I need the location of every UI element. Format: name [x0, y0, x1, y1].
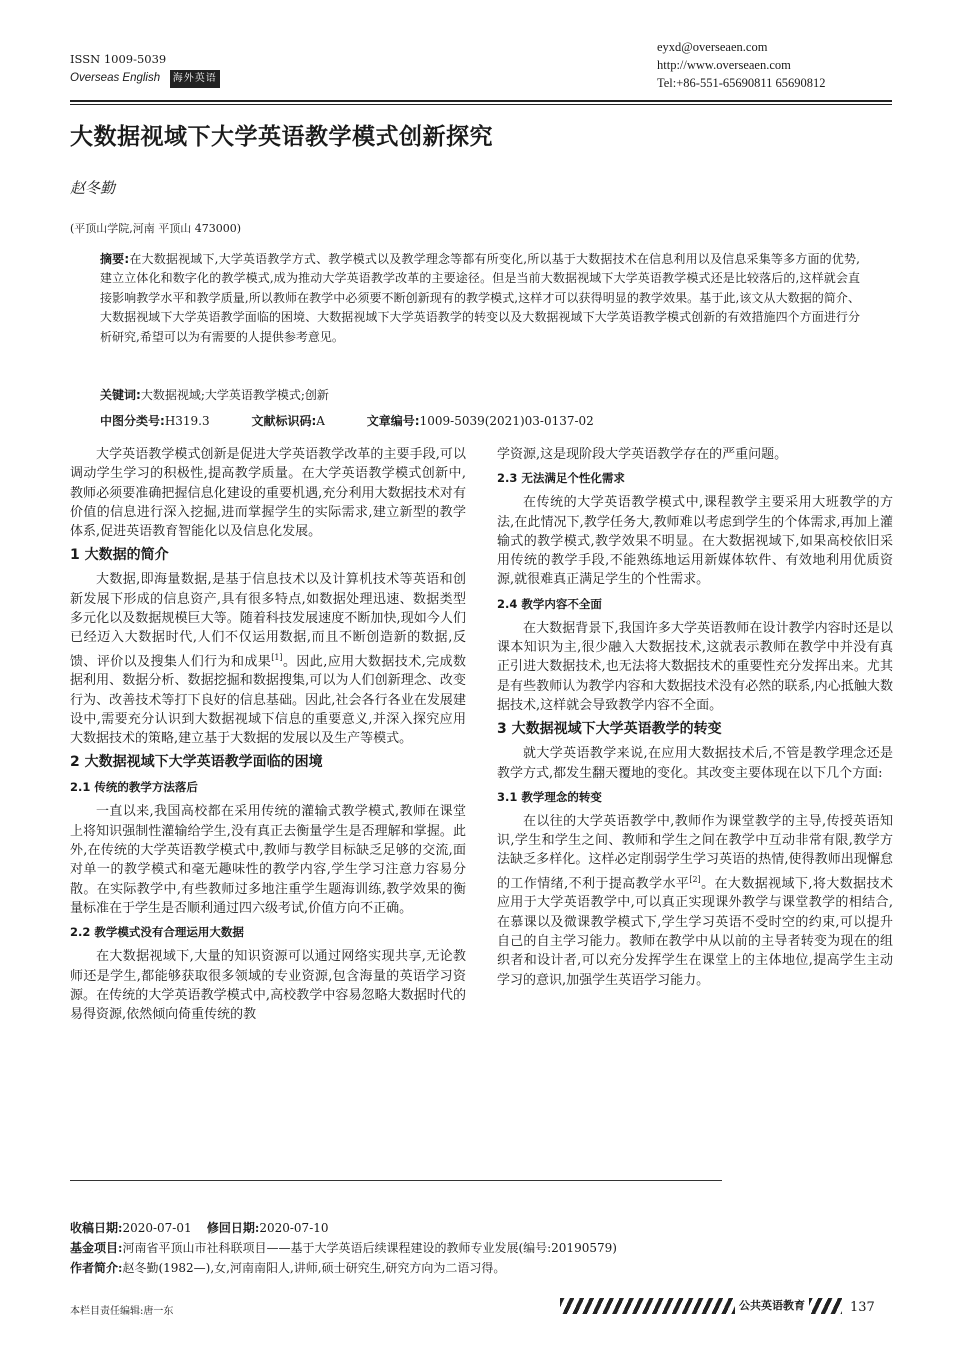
- footnote-rule: [70, 1180, 722, 1181]
- abstract: [100, 250, 860, 347]
- section-label: 公共英语教育: [735, 1298, 809, 1314]
- dates-line: 收稿日期:2020-07-01 修回日期:2020-07-10: [70, 1221, 329, 1235]
- article-title: 大数据视域下大学英语教学模式创新探究: [70, 124, 493, 150]
- footnotes: [70, 1218, 617, 1278]
- contact-email[interactable]: eyxd@overseaen.com: [657, 40, 768, 54]
- section-2-3-paragraph: 在传统的大学英语教学模式中,课程教学主要采用大班教学的方法,在此情况下,教学任务大,教师难以考虑到学生的个体需求,再加上灌输式的教学模式,教学效果不明显。在大数据视域下,如果高校依旧采用传统的教学手段,不能熟练地运用新媒体软件、有效地利用优质资源,就很难真正满足学生的个性需求。: [497, 495, 893, 588]
- section-2-1-paragraph: 一直以来,我国高校都在采用传统的灌输式教学模式,教师在课堂上将知识强制性灌输给学生,没有真正去衡量学生是否理解和掌握。此外,在传统的大学英语教学模式中,教师与教学目标缺乏足够的交流,面对单一的教学模式和毫无趣味性的教学内容,学生学习注意力容易分散。在实际教学中,有些教师过多地注重学生题海训练,教学效果的衡量标准在于学生是否顺利通过四六级考试,价值方向不正确。: [70, 804, 466, 916]
- section-1-heading: 1 大数据的简介: [70, 547, 169, 564]
- section-3-paragraph: 就大学英语教学来说,在应用大数据技术后,不管是教学理念还是教学方式,都发生翻天覆地的变化。其改变主要体现在以下几个方面:: [497, 746, 893, 781]
- section-3-heading: 3 大数据视域下大学英语教学的转变: [497, 721, 722, 738]
- journal-name-en: Overseas English: [70, 72, 161, 84]
- section-2-2-heading: 2.2 教学模式没有合理运用大数据: [70, 925, 244, 940]
- header-rule: [70, 100, 892, 102]
- intro-paragraph: 大学英语教学模式创新是促进大学英语教学改革的主要手段,可以调动学生学习的积极性,提高教学质量。在大学英语教学模式创新中,教师必须要准确把握信息化建设的重要机遇,充分利用大数据技术对有价值的信息进行深入挖掘,进而掌握学生的实际需求,建立新型的教学体系,促进英语教育智能化以及信息化发展。: [70, 447, 466, 540]
- doc-code-value: A: [316, 414, 325, 428]
- keywords: [100, 386, 329, 403]
- author-bio-line: 作者简介:赵冬勤(1982—),女,河南南阳人,讲师,硕士研究生,研究方向为二语习得。: [70, 1261, 506, 1275]
- author-name: 赵冬勤: [70, 179, 116, 197]
- section-2-4-heading: 2.4 教学内容不全面: [497, 596, 602, 611]
- revised-date: 2020-07-10: [259, 1221, 329, 1235]
- section-3-1-paragraph: 在以往的大学英语教学中,教师作为课堂教学的主导,传授英语知识,学生和学生之间、教师和学生之间在教学中互动非常有限,教学方法缺乏多样化。这样必定削弱学生学习英语的热情,使得教师出现懈怠的工作情绪,不利于提高教学水平[2]。在大数据视域下,将大数据技术应用于大学英语教学中,可以真正实现课外教学与课堂教学的相结合,在慕课以及微课教学模式下,学生学习英语不受时空的约束,可以提升自己的自主学习能力。教师在教学中从以前的主导者转变为现在的组织者和设计者,可以充分发挥学生在课堂上的主体地位,提高学生主动学习的意识,加强学生英语学习能力。: [497, 813, 893, 988]
- fund-line: 基金项目:河南省平顶山市社科联项目——基于大学英语后续课程建设的教师专业发展(编号:20190579): [70, 1241, 617, 1255]
- author-bio: 赵冬勤(1982—),女,河南南阳人,讲师,硕士研究生,研究方向为二语习得。: [122, 1261, 506, 1275]
- continued-paragraph: 学资源,这是现阶段大学英语教学存在的严重问题。: [497, 447, 788, 462]
- fund-text: 河南省平顶山市社科联项目——基于大学英语后续课程建设的教师专业发展(编号:20190579): [122, 1241, 617, 1255]
- section-2-heading: 2 大数据视域下大学英语教学面临的困境: [70, 754, 323, 771]
- abstract-text: 在大数据视域下,大学英语教学方式、教学模式以及教学理念等都有所变化,所以基于大数据技术在信息利用以及信息采集等多方面的优势,建立立体化和数字化的教学模式,成为推动大学英语教学改革的主要途径。但是当前大数据视域下大学英语教学模式还是比较落后的,这样就会直接影响教学水平和教学质量,所以教师在教学中必须要不断创新现有的教学模式,这样才可以获得明显的教学效果。基于此,该文从大数据的简介、大数据视域下大学英语教学面临的困境、大数据视域下大学英语教学的转变以及大数据视域下大学英语教学模式创新的有效措施四个方面进行分析研究,希望可以为有需要的人提供参考意见。: [100, 252, 860, 344]
- section-1-paragraph: 大数据,即海量数据,是基于信息技术以及计算机技术等英语和创新发展下形成的信息资产,具有很多特点,如数据处理迅速、数据类型多元化以及数据规模巨大等。随着科技发展速度不断加快,现如今人们已经迈入大数据时代,人们不仅运用数据,而且不断创造新的数据,反馈、评价以及搜集人们行为和成果[1]。因此,应用大数据技术,完成数据利用、数据分析、数据挖掘和数据搜集,可以为人们创新理念、改变行为、改善技术等打下良好的信息基础。因此,社会各行各业在发展建设中,需要充分认识到大数据视域下信息的重要意义,并深入探究应用大数据技术的策略,建立基于大数据的发展以及生产等模式。: [70, 572, 466, 747]
- section-2-1-heading: 2.1 传统的教学方法落后: [70, 780, 198, 795]
- author-affiliation: (平顶山学院,河南 平顶山 473000): [70, 222, 242, 235]
- contact-url[interactable]: http://www.overseaen.com: [657, 58, 791, 72]
- citation-1[interactable]: [1]: [271, 652, 283, 662]
- section-2-2-paragraph: 在大数据视域下,大量的知识资源可以通过网络实现共享,无论教师还是学生,都能够获取很多领域的专业资源,包含海量的英语学习资源。在传统的大学英语教学模式中,高校教学中容易忽略大数据时代的易得资源,依然倾向倚重传统的教: [70, 949, 466, 1023]
- clc-value: H319.3: [164, 414, 210, 428]
- issn: ISSN 1009-5039: [70, 52, 167, 66]
- article-number-value: 1009-5039(2021)03-0137-02: [419, 414, 594, 428]
- journal-header: [70, 50, 220, 88]
- journal-logo: 海外英语: [170, 70, 220, 88]
- article-number-label: 文章编号:: [366, 414, 420, 428]
- citation-2[interactable]: [2]: [689, 874, 701, 884]
- keywords-text: 大数据视域;大学英语教学模式;创新: [140, 388, 329, 402]
- article-meta: [100, 412, 632, 429]
- keywords-label: 关键词:: [100, 388, 141, 402]
- section-editor: 本栏目责任编辑:唐一东: [70, 1306, 174, 1317]
- header-rule-thin: [70, 104, 892, 105]
- right-column: [497, 445, 893, 990]
- received-date: 2020-07-01: [122, 1221, 192, 1235]
- section-2-4-paragraph: 在大数据背景下,我国许多大学英语教师在设计教学内容时还是以课本知识为主,很少融入大数据技术,这就表示教师在教学中并没有真正引进大数据技术,也无法将大数据技术的重要性充分发挥出来。尤其是有些教师认为教学内容和大数据技术没有必然的联系,内心抵触大数据技术,这样就会导致教学内容不全面。: [497, 620, 893, 713]
- doc-code-label: 文献标识码:: [251, 414, 317, 428]
- journal-contact: [657, 38, 826, 92]
- clc-label: 中图分类号:: [100, 414, 165, 428]
- contact-tel: Tel:+86-551-65690811 65690812: [657, 76, 826, 90]
- section-3-1-heading: 3.1 教学理念的转变: [497, 789, 602, 804]
- page-number: 137: [850, 1300, 875, 1315]
- section-2-3-heading: 2.3 无法满足个性化需求: [497, 471, 625, 486]
- left-column: [70, 445, 466, 1024]
- abstract-label: 摘要:: [100, 252, 130, 266]
